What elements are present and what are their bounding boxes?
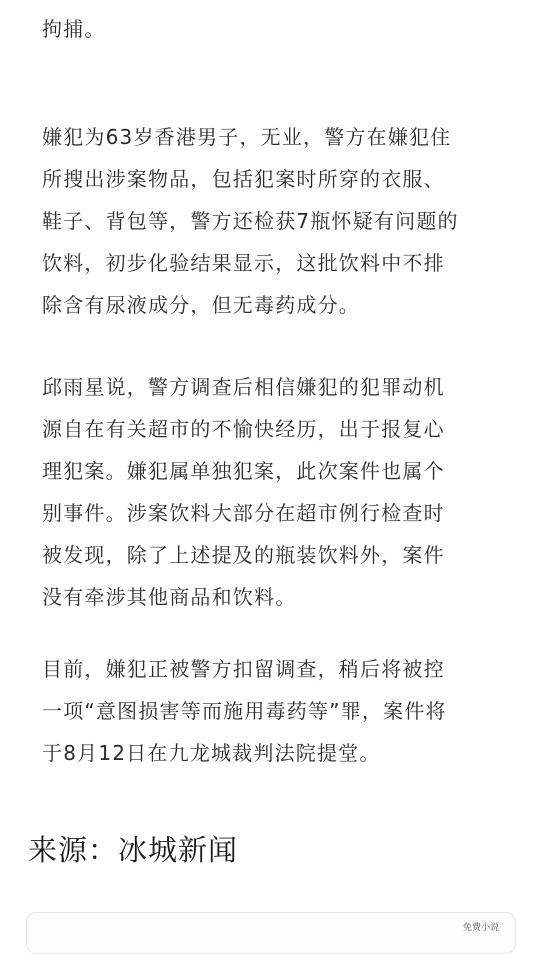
recommendation-card[interactable] [26,912,516,954]
article-paragraph-4: 目前，嫌犯正被警方扣留调查，稍后将被控 一项“意图损害等而施用毒药等”罪，案件将 于8月12日在九龙城裁判法院提堂。 [42,657,447,765]
article-paragraph-3: 邱雨星说，警方调查后相信嫌犯的犯罪动机 源自在有关超市的不愉快经历，出于报复心 理犯案。嫌犯属单独犯案，此次案件也属个 别事件。涉案饮料大部分在超市例行检查时 被发现，除了上述提及的瓶装饮料外，案件 没有牵涉其他商品和饮料。 [42,375,445,609]
article-paragraph-1: 拘捕。 [42,17,106,41]
article-source: 来源：冰城新闻 [28,833,239,867]
article-paragraph-2: 嫌犯为63岁香港男子，无业，警方在嫌犯住 所搜出涉案物品，包括犯案时所穿的衣服、 鞋子、背包等，警方还检获7瓶怀疑有问题的 饮料，初步化验结果显示，这批饮料中不排 除含有尿液成分，但无毒药成分。 [42,125,459,317]
card-tag: 免费小说 [462,923,499,933]
